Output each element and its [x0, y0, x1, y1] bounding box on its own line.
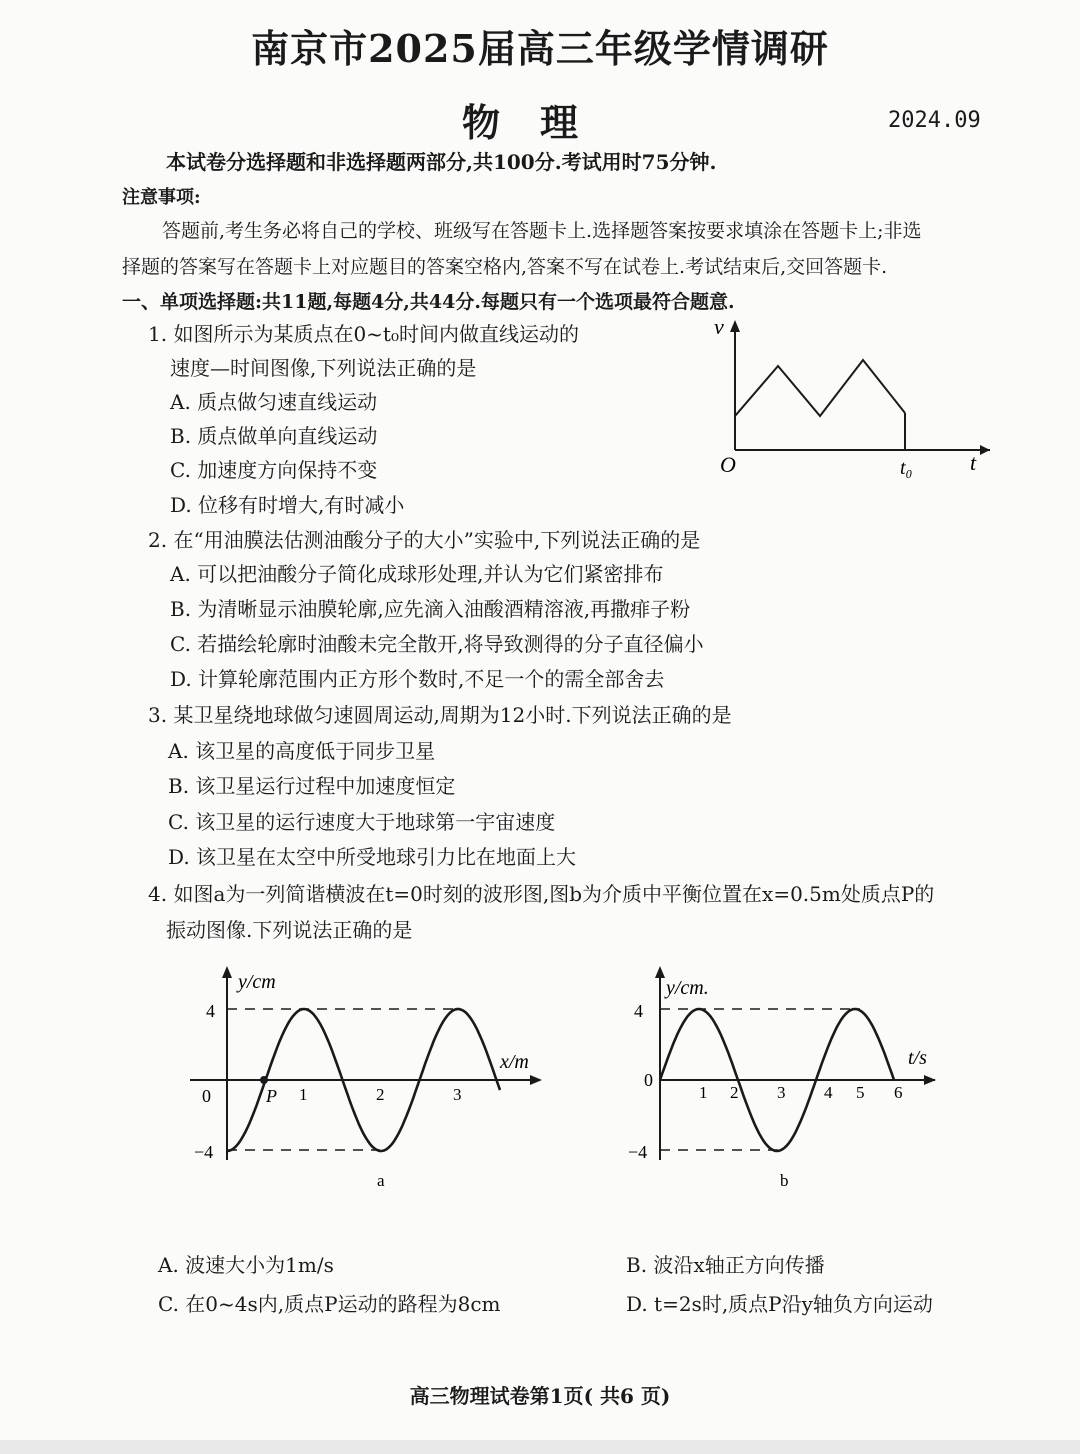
q1-option-a: A. 质点做匀速直线运动	[170, 390, 378, 414]
graph-a-x-label: x/m	[500, 1051, 529, 1073]
q1-stem-line1: 1. 如图所示为某质点在0~t₀时间内做直线运动的	[148, 322, 579, 346]
q1-v-label: v	[714, 314, 724, 339]
graph-a-tick-1: 1	[299, 1085, 308, 1104]
graph-b-t-axis-arrow	[924, 1075, 936, 1085]
exam-summary: 本试卷分选择题和非选择题两部分,共100分.考试用时75分钟.	[166, 150, 717, 174]
q2-option-c: C. 若描绘轮廓时油酸未完全散开,将导致测得的分子直径偏小	[170, 632, 704, 656]
q1-v-axis-arrow	[730, 320, 740, 332]
bottom-edge	[0, 1440, 1080, 1454]
graph-b-y-neg: −4	[628, 1142, 648, 1162]
graph-a-p-label: P	[266, 1086, 277, 1106]
q2-option-b: B. 为清晰显示油膜轮廓,应先滴入油酸酒精溶液,再撒痱子粉	[170, 597, 691, 621]
q4-option-a: A. 波速大小为1m/s	[158, 1253, 334, 1277]
q1-vt-curve	[735, 360, 905, 416]
q4-option-d: D. t=2s时,质点P沿y轴负方向运动	[626, 1292, 933, 1316]
q3-option-b: B. 该卫星运行过程中加速度恒定	[168, 774, 456, 798]
subject-title: 物理	[461, 100, 618, 145]
q4-graph-b	[630, 960, 940, 1200]
page-footer: 高三物理试卷第1页( 共6 页)	[409, 1384, 671, 1408]
graph-b-tick-3: 3	[777, 1083, 786, 1102]
notice-label: 注意事项:	[122, 187, 201, 208]
q1-option-b: B. 质点做单向直线运动	[170, 424, 378, 448]
q4-option-b: B. 波沿x轴正方向传播	[626, 1253, 825, 1277]
graph-b-tick-5: 5	[856, 1083, 865, 1102]
q1-t-axis-arrow	[980, 445, 990, 455]
graph-b-y-label: y/cm.	[666, 977, 709, 999]
graph-a-tick-3: 3	[453, 1085, 462, 1104]
q3-stem: 3. 某卫星绕地球做匀速圆周运动,周期为12小时.下列说法正确的是	[148, 703, 732, 727]
q1-option-d: D. 位移有时增大,有时减小	[170, 493, 405, 517]
graph-a-tick-2: 2	[376, 1085, 385, 1104]
exam-date: 2024.09	[888, 108, 981, 133]
q4-graph-a	[190, 960, 550, 1200]
graph-b-tick-2: 2	[730, 1083, 739, 1102]
graph-b-y-pos: 4	[634, 1001, 643, 1021]
graph-b-t-label: t/s	[908, 1047, 927, 1069]
q1-option-c: C. 加速度方向保持不变	[170, 458, 378, 482]
graph-a-y-pos: 4	[206, 1001, 215, 1021]
q2-stem: 2. 在“用油膜法估测油酸分子的大小”实验中,下列说法正确的是	[148, 528, 701, 552]
q1-t-label: t	[970, 450, 977, 475]
q4-stem-line2: 振动图像.下列说法正确的是	[166, 918, 413, 942]
q1-t0-label: t₀	[900, 457, 913, 479]
q1-origin-label: O	[720, 452, 736, 477]
q3-option-c: C. 该卫星的运行速度大于地球第一宇宙速度	[168, 810, 556, 834]
q2-option-d: D. 计算轮廓范围内正方形个数时,不足一个的需全部舍去	[170, 667, 665, 691]
q1-vt-graph	[700, 310, 1000, 490]
graph-a-y-axis-arrow	[222, 966, 232, 978]
graph-a-y-label: y/cm	[238, 971, 276, 993]
graph-a-y-neg: −4	[194, 1142, 214, 1162]
graph-b-caption: b	[780, 1171, 789, 1190]
q2-option-a: A. 可以把油酸分子简化成球形处理,并认为它们紧密排布	[170, 562, 664, 586]
notice-line-2: 择题的答案写在答题卡上对应题目的答案空格内,答案不写在试卷上.考试结束后,交回答题卡.	[122, 256, 888, 278]
graph-a-point-p	[260, 1076, 268, 1084]
section1-heading: 一、单项选择题:共11题,每题4分,共44分.每题只有一个选项最符合题意.	[122, 291, 735, 313]
notice-line-1: 答题前,考生务必将自己的学校、班级写在答题卡上.选择题答案按要求填涂在答题卡上;非选	[162, 220, 922, 242]
graph-b-origin: 0	[644, 1070, 653, 1090]
q3-option-d: D. 该卫星在太空中所受地球引力比在地面上大	[168, 845, 577, 869]
q4-stem-line1: 4. 如图a为一列简谐横波在t=0时刻的波形图,图b为介质中平衡位置在x=0.5m处质点P的	[148, 882, 935, 906]
q4-option-c: C. 在0~4s内,质点P运动的路程为8cm	[158, 1292, 501, 1316]
graph-b-tick-6: 6	[894, 1083, 903, 1102]
graph-a-x-axis-arrow	[530, 1075, 542, 1085]
q1-stem-line2: 速度—时间图像,下列说法正确的是	[170, 356, 477, 380]
graph-a-caption: a	[377, 1171, 385, 1190]
graph-a-origin: 0	[202, 1086, 211, 1106]
graph-b-tick-1: 1	[699, 1083, 708, 1102]
q3-option-a: A. 该卫星的高度低于同步卫星	[168, 739, 436, 763]
graph-b-tick-4: 4	[824, 1083, 833, 1102]
graph-b-y-axis-arrow	[655, 966, 665, 978]
exam-title: 南京市2025届高三年级学情调研	[251, 26, 829, 71]
